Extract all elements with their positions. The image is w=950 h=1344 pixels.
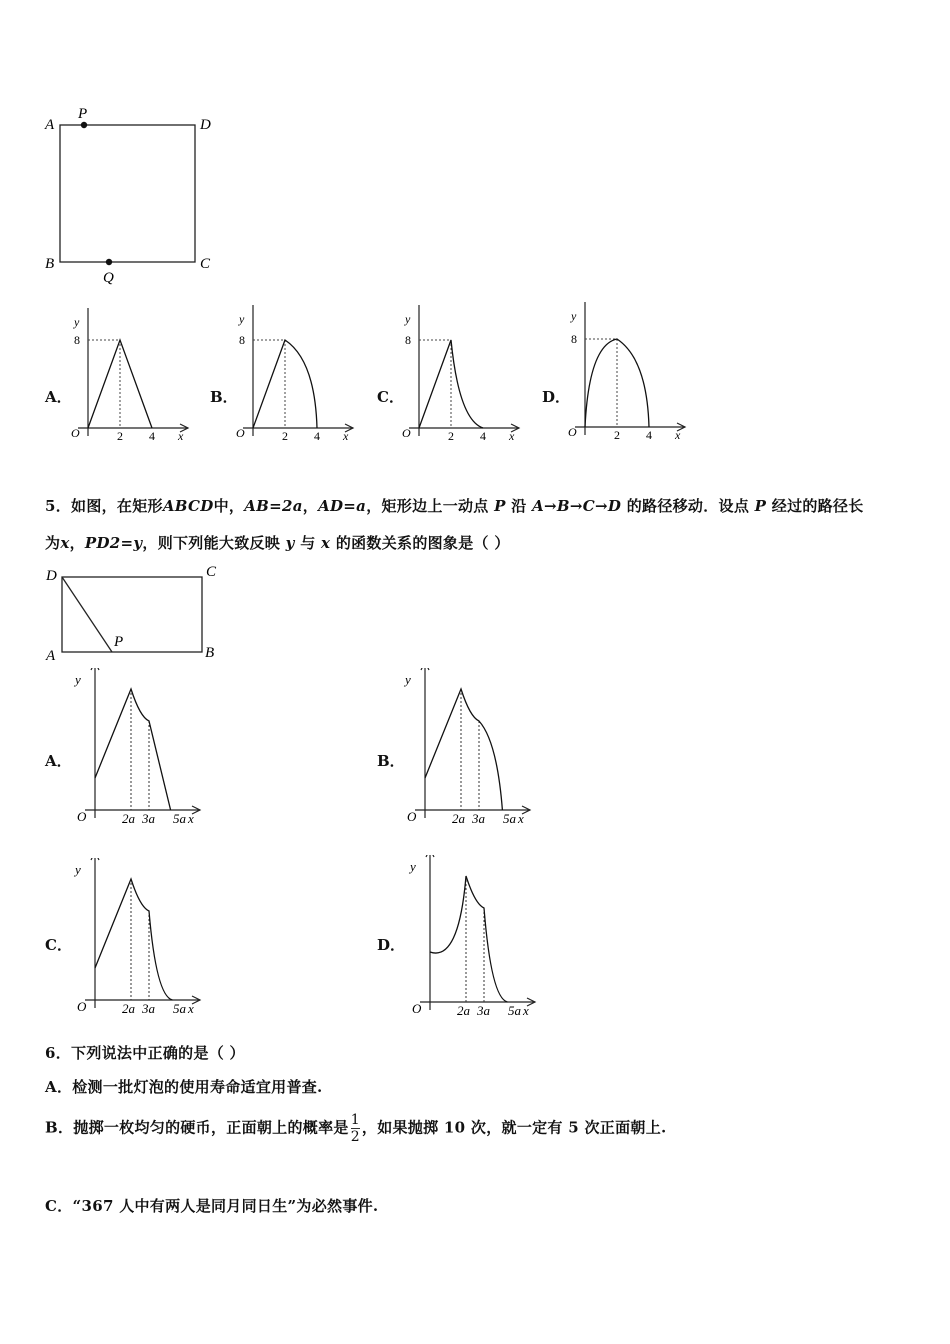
origin-label: O bbox=[77, 999, 87, 1014]
x-axis-label: x bbox=[523, 1003, 529, 1018]
peak-value-label: 8 bbox=[239, 333, 245, 347]
function-curve bbox=[95, 689, 171, 810]
q4-graph-b bbox=[233, 305, 363, 453]
q6-option-a[interactable]: A．检测一批灯泡的使用寿命适宜用普查. bbox=[45, 1078, 323, 1096]
q4-option-d-label[interactable]: D． bbox=[542, 388, 571, 406]
label-a: A bbox=[45, 117, 55, 133]
y-axis-label: y bbox=[405, 312, 411, 326]
q5-option-a-label[interactable]: A． bbox=[45, 752, 72, 770]
tick-label-5a: 5a bbox=[503, 811, 516, 826]
y-axis-label: y bbox=[239, 312, 245, 326]
label-c: C bbox=[200, 256, 211, 272]
rect-label-b: B bbox=[205, 645, 215, 661]
x-axis-label: x bbox=[188, 811, 194, 826]
y-axis-label: y bbox=[75, 862, 81, 877]
tick-label-3a: 3a bbox=[142, 811, 155, 826]
rect-label-a: A bbox=[46, 648, 56, 664]
q6-option-c[interactable]: C．“367 人中有两人是同月同日生”为必然事件. bbox=[45, 1197, 379, 1215]
y-axis-label: y bbox=[571, 309, 577, 323]
label-d: D bbox=[200, 117, 211, 133]
origin-label: O bbox=[402, 426, 411, 440]
origin-label: O bbox=[77, 809, 87, 824]
q5-graph-a bbox=[70, 668, 205, 828]
origin-label: O bbox=[407, 809, 417, 824]
tick-label-4: 4 bbox=[149, 429, 155, 443]
x-axis-label: x bbox=[509, 429, 515, 443]
peak-value-label: 8 bbox=[405, 333, 411, 347]
tick-label-4: 4 bbox=[646, 428, 652, 442]
origin-label: O bbox=[412, 1001, 422, 1016]
tick-label-5a: 5a bbox=[508, 1003, 521, 1018]
q5-graph-b bbox=[400, 668, 535, 828]
peak-value-label: 8 bbox=[74, 333, 80, 347]
label-b: B bbox=[45, 256, 55, 272]
y-axis-label: y bbox=[75, 672, 81, 687]
rect-label-c: C bbox=[206, 564, 217, 580]
tick-label-3a: 3a bbox=[472, 811, 485, 826]
q4-graph-d bbox=[565, 302, 695, 452]
tick-label-3a: 3a bbox=[142, 1001, 155, 1016]
rect-label-p: P bbox=[114, 634, 124, 650]
rectangle-figure bbox=[40, 560, 230, 665]
tick-label-4: 4 bbox=[314, 429, 320, 443]
q5-line2: 为x，PD2=y，则下列能大致反映 y 与 x 的函数关系的图象是（ ） bbox=[45, 534, 510, 552]
origin-label: O bbox=[236, 426, 245, 440]
function-curve bbox=[425, 689, 502, 810]
origin-label: O bbox=[71, 426, 80, 440]
tick-label-2: 2 bbox=[282, 429, 288, 443]
tick-label-4: 4 bbox=[480, 429, 486, 443]
x-axis-label: x bbox=[675, 428, 681, 442]
y-axis-label: y bbox=[405, 672, 411, 687]
x-axis-label: x bbox=[178, 429, 184, 443]
tick-label-2a: 2a bbox=[122, 811, 135, 826]
q5-option-d-label[interactable]: D． bbox=[377, 936, 406, 954]
origin-label: O bbox=[568, 425, 577, 439]
tick-label-2a: 2a bbox=[457, 1003, 470, 1018]
label-p: P bbox=[78, 106, 88, 122]
q5-option-c-label[interactable]: C． bbox=[45, 936, 72, 954]
tick-label-2: 2 bbox=[448, 429, 454, 443]
q4-option-b-label[interactable]: B． bbox=[210, 388, 238, 406]
peak-value-label: 8 bbox=[571, 332, 577, 346]
q6-stem: 6．下列说法中正确的是（ ） bbox=[45, 1044, 245, 1062]
square-figure bbox=[40, 100, 230, 290]
q4-option-a-label[interactable]: A． bbox=[45, 388, 72, 406]
tick-label-2a: 2a bbox=[122, 1001, 135, 1016]
label-q: Q bbox=[103, 270, 114, 286]
point-q bbox=[106, 259, 112, 265]
q5-graph-d bbox=[405, 855, 540, 1020]
x-axis-label: x bbox=[343, 429, 349, 443]
tick-label-3a: 3a bbox=[477, 1003, 490, 1018]
point-p bbox=[81, 122, 87, 128]
fraction-one-half: $\frac{1}{2}$ bbox=[350, 1112, 360, 1145]
q5-graph-c bbox=[70, 858, 205, 1018]
q4-graph-c bbox=[399, 305, 529, 453]
q5-line1: 5．如图，在矩形ABCD中，AB=2a，AD=a，矩形边上一动点 P 沿 A→B→C→D 的路径移动．设点 P 经过的路径长 bbox=[45, 497, 864, 515]
tick-label-5a: 5a bbox=[173, 811, 186, 826]
tick-label-5a: 5a bbox=[173, 1001, 186, 1016]
x-axis-label: x bbox=[518, 811, 524, 826]
y-axis-label: y bbox=[74, 315, 80, 329]
function-curve bbox=[95, 879, 172, 1000]
y-axis-label: y bbox=[410, 859, 416, 874]
function-curve bbox=[430, 876, 507, 1002]
q6-option-b[interactable]: B．抛掷一枚均匀的硬币，正面朝上的概率是 $\frac{1}{2}$ ，如果抛掷 10 次，就一定有 5 次正面朝上. bbox=[45, 1112, 667, 1145]
q5-option-b-label[interactable]: B． bbox=[377, 752, 405, 770]
tick-label-2a: 2a bbox=[452, 811, 465, 826]
tick-label-2: 2 bbox=[614, 428, 620, 442]
q4-graph-a bbox=[68, 308, 198, 453]
tick-label-2: 2 bbox=[117, 429, 123, 443]
x-axis-label: x bbox=[188, 1001, 194, 1016]
rect-label-d: D bbox=[46, 568, 57, 584]
q4-option-c-label[interactable]: C． bbox=[377, 388, 404, 406]
